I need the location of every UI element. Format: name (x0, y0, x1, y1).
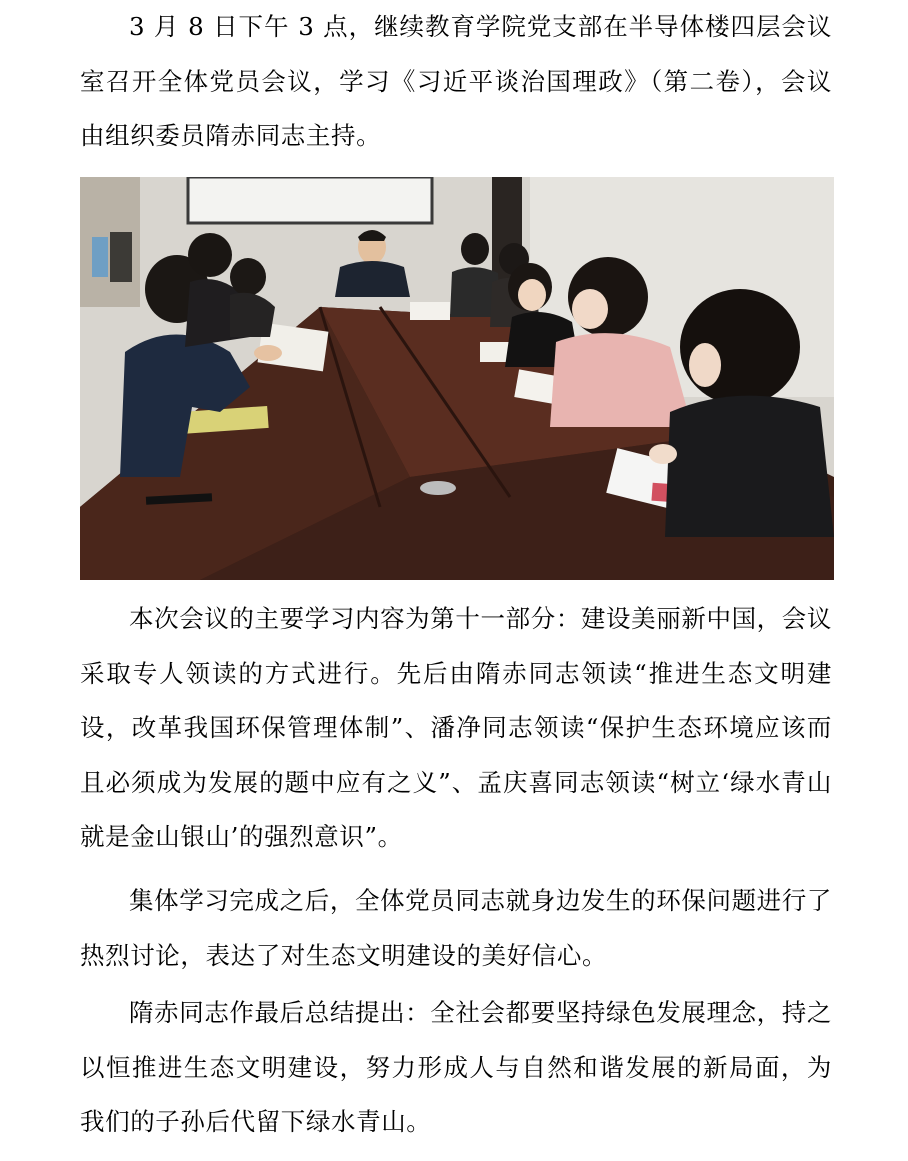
paragraph-study-content: 本次会议的主要学习内容为第十一部分：建设美丽新中国，会议采取专人领读的方式进行。先后由隋赤同志领读“推进生态文明建设，改革我国环保管理体制”、潘净同志领读“保护生态环境应该而且必须成为发展的题中应有之义”、孟庆喜同志领读“树立‘绿水青山就是金山银山’的强烈意识”。 (80, 604, 832, 852)
meeting-photo (80, 177, 834, 580)
paragraph-summary: 隋赤同志作最后总结提出：全社会都要坚持绿色发展理念，持之以恒推进生态文明建设，努力形成人与自然和谐发展的新局面，为我们的子孙后代留下绿水青山。 (80, 998, 832, 1137)
paragraph-meeting-intro: 3 月 8 日下午 3 点，继续教育学院党支部在半导体楼四层会议室召开全体党员会议，学习《习近平谈治国理政》（第二卷），会议由组织委员隋赤同志主持。 (80, 12, 832, 151)
paragraph-discussion: 集体学习完成之后，全体党员同志就身边发生的环保问题进行了热烈讨论，表达了对生态文明建设的美好信心。 (80, 886, 832, 970)
